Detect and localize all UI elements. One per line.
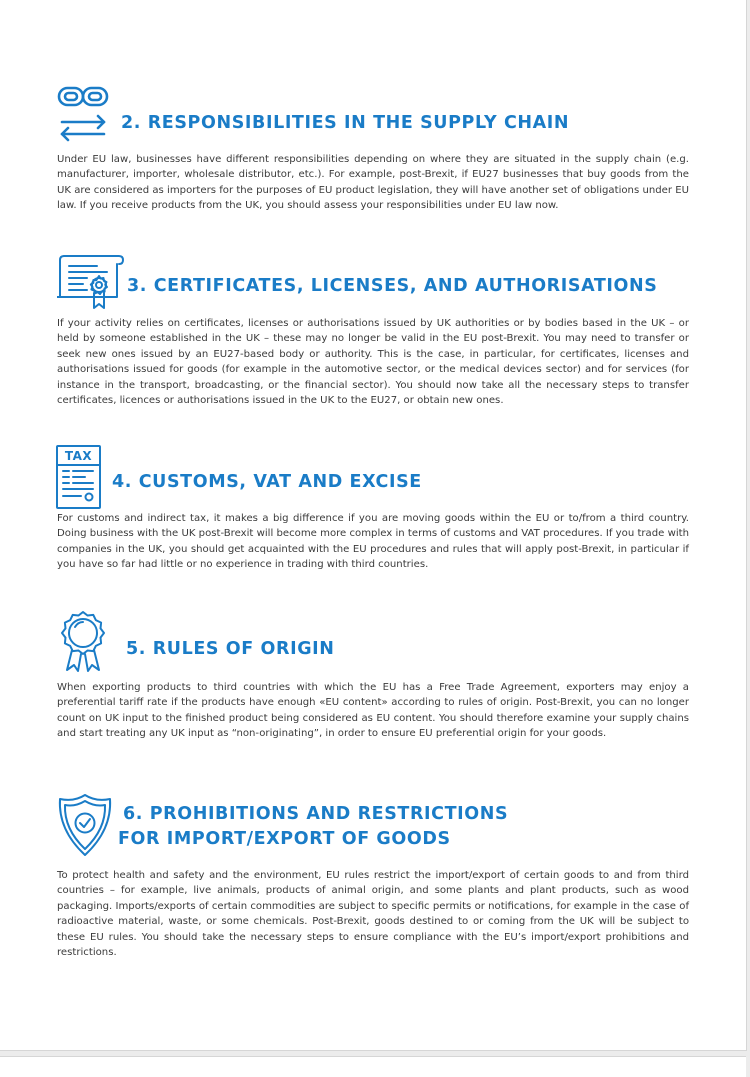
tax-form-icon: [55, 444, 103, 510]
section-heading-certificates: 3. CERTIFICATES, LICENSES, AND AUTHORISATIONS: [127, 276, 658, 296]
section-body-supply-chain: Under EU law, businesses have different responsibilities depending on where they are situated in the supply chain (e.g. manufacturer, importer, wholesale distributor, etc.). For example, post-Brexit, if EU27 businesses that buy goods from the UK are considered as importers for the purposes of EU product legislation, they will have another set of obligations under EU law. If you receive products from the UK, you should assess your responsibilities under EU law now.: [57, 154, 689, 212]
section-heading-prohibitions-line1: 6. PROHIBITIONS AND RESTRICTIONS: [123, 804, 509, 824]
section-body-customs: For customs and indirect tax, it makes a big difference if you are moving goods within the EU or to/from a third country. Doing business with the UK post-Brexit will become more complex in terms of customs and VAT procedures. If you trade with companies in the UK, you should get acquainted with the EU procedures and rules that will apply post-Brexit, in particular if you have so far had little or no experience in trading with third countries.: [57, 513, 689, 571]
tax-icon-label: TAX: [64, 449, 93, 463]
rosette-seal-icon: [52, 607, 114, 677]
section-body-rules-of-origin: When exporting products to third countries with which the EU has a Free Trade Agreement, exporters may enjoy a preferential tariff rate if the products have enough «EU content» according to rules of origin. Post-Brexit, you can no longer count on UK input to the finished product being considered as EU content. You should therefore examine your supply chains and start treating any UK input as “non-originating”, in order to ensure EU preferential origin for your goods.: [57, 682, 689, 740]
next-page-edge: [0, 1056, 746, 1077]
shield-check-icon: [56, 792, 114, 858]
section-heading-prohibitions-line2: FOR IMPORT/EXPORT OF GOODS: [118, 829, 451, 849]
chain-link-arrows-icon: [56, 84, 112, 144]
section-heading-customs: 4. CUSTOMS, VAT AND EXCISE: [112, 472, 422, 492]
certificate-icon: [57, 253, 125, 313]
section-heading-rules-of-origin: 5. RULES OF ORIGIN: [126, 639, 335, 659]
section-body-prohibitions: To protect health and safety and the environment, EU rules restrict the import/export of certain goods to and from third countries – for example, live animals, products of animal origin, and some plants and plant products, such as wood packaging. Imports/exports of certain commodities are subject to specific permits or notifications, for example in the case of radioactive material, waste, or some chemicals. Post-Brexit, goods destined to or coming from the UK will be subject to these EU rules. You should take the necessary steps to ensure compliance with the EU’s import/export prohibitions and restrictions.: [57, 870, 689, 959]
section-body-certificates: If your activity relies on certificates, licenses or authorisations issued by UK authorities or by bodies based in the UK – or held by someone established in the UK – these may no longer be valid in the EU post-Brexit. You may need to transfer or seek new ones issued by an EU27-based body or authority. This is the case, in particular, for certificates, licenses and authorisations issued for goods (for example in the automotive sector, or the medical devices sector) and for services (for instance in the transport, broadcasting, or the financial sector). You should now take all the necessary steps to transfer certificates, licences or authorisations issued in the UK to the EU27, or obtain new ones.: [57, 318, 689, 407]
section-heading-supply-chain: 2. RESPONSIBILITIES IN THE SUPPLY CHAIN: [121, 113, 570, 133]
